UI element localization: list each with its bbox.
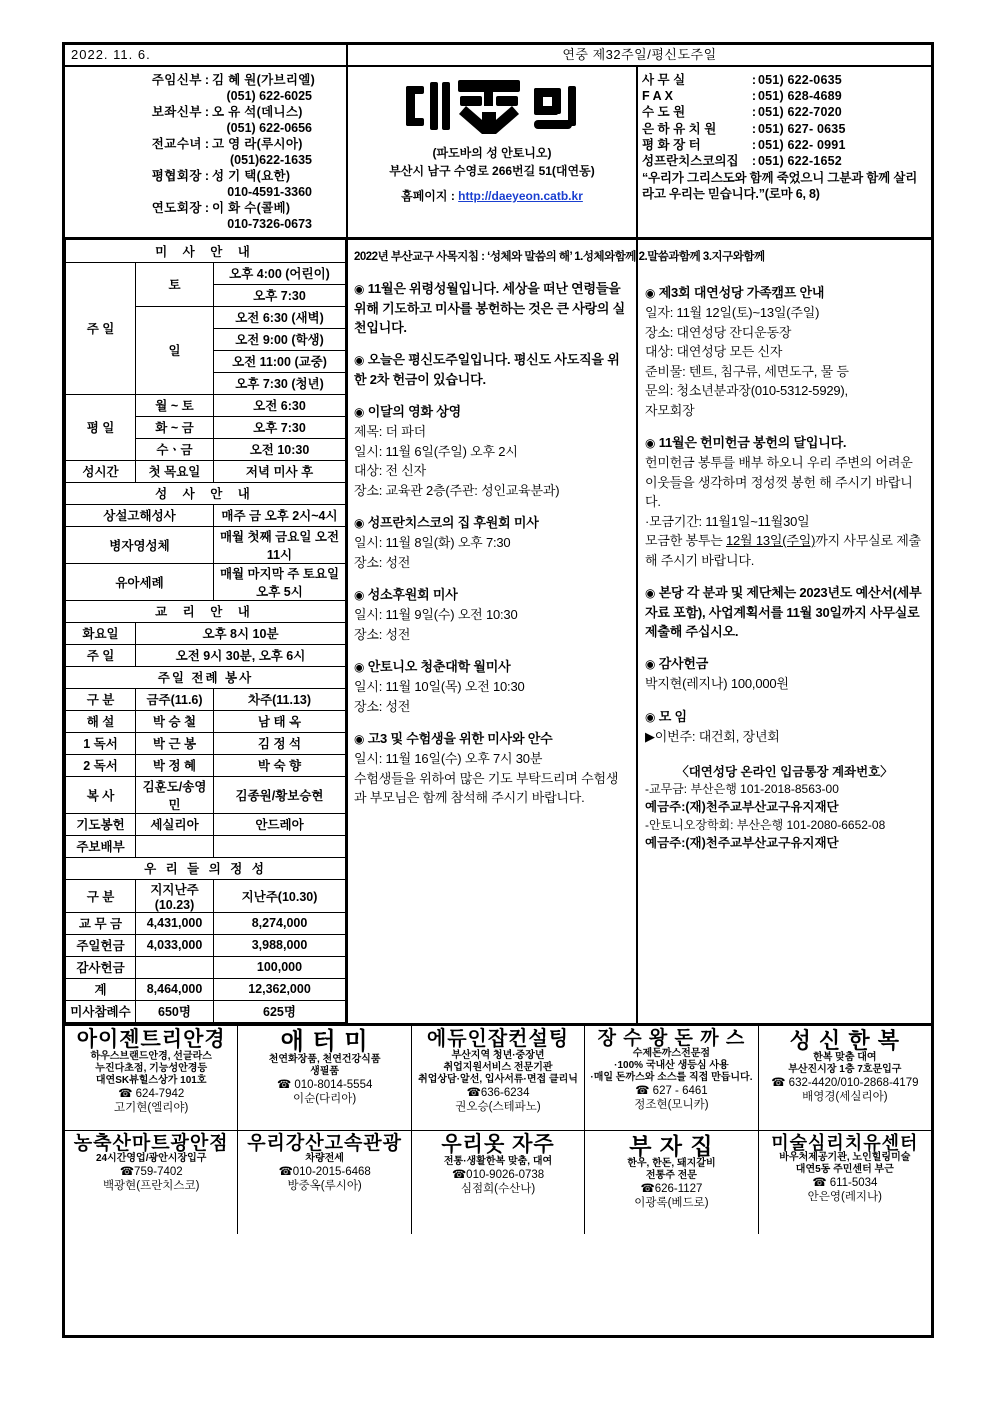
ad-contact-person: 백광현(프란치스코) <box>102 1180 200 1193</box>
ad-phone: ☎010-9026-0738 <box>451 1168 545 1181</box>
mass-time: 오전 6:30 <box>214 394 346 416</box>
notice-list-middle <box>354 240 630 808</box>
staff-role: 주임신부 <box>151 73 202 87</box>
notice-line: 자모회장 <box>645 402 695 418</box>
bullet-icon: ◉ <box>645 286 656 300</box>
colon: : <box>751 89 757 104</box>
staff-entry <box>69 72 342 104</box>
office-tel: 051) 622-0635 <box>758 73 842 87</box>
mass-day: 일 <box>136 306 214 394</box>
office-tel: 051) 627- 0635 <box>758 121 846 136</box>
mass-time: 오후 4:00 (어린이) <box>214 262 346 284</box>
liturgy-this-week: 박 근 봉 <box>136 732 214 754</box>
bullet-icon: ◉ <box>354 732 365 746</box>
sunday-title: 연중 제32주일/평신도주일 <box>562 47 717 62</box>
notice-line: 장소: 교육관 2층(주관: 성인교육분과) <box>354 482 560 498</box>
liturgy-this-week <box>136 835 214 857</box>
mass-time: 오후 7:30 (청년) <box>214 372 346 394</box>
ad-card[interactable] <box>585 1026 758 1130</box>
offerings-prev1: 3,988,000 <box>214 934 346 956</box>
notice-title: ◉ 감사헌금 <box>645 656 709 671</box>
bullet-icon: ◉ <box>354 516 365 530</box>
parish-identity-block <box>348 67 638 237</box>
offerings-prev2: 4,431,000 <box>136 912 214 934</box>
colon: : <box>751 154 757 169</box>
ad-contact-person: 이광록(베드로) <box>634 1196 709 1209</box>
section-title-mass: 미 사 안 내 <box>66 240 346 262</box>
notice-line: 박지현(레지나) 100,000원 <box>645 676 789 691</box>
notice-line: 일시: 11월 6일(주일) 오후 2시 <box>354 443 518 459</box>
notice-line: 일시: 11월 16일(수) 오후 7시 30분 <box>354 751 543 766</box>
bullet-icon: ◉ <box>354 405 365 419</box>
diocese-motto: 2022년 부산교구 사목지침 : ‘성체와 말씀의 해’ 1.성체와함께 2.말씀과함께 3.지구와함께 <box>354 251 765 263</box>
offerings-header: 구 분 <box>66 879 136 912</box>
ad-row <box>65 1130 931 1234</box>
sacrament-label: 상설고해성사 <box>66 504 214 526</box>
ad-card[interactable] <box>759 1130 931 1234</box>
liturgy-role: 주보배부 <box>66 835 136 857</box>
homepage-link[interactable]: http://daeyeon.catb.kr <box>458 189 583 203</box>
homepage-row <box>348 187 636 204</box>
staff-role: 전교수녀 <box>151 137 202 151</box>
offerings-label: 교 무 금 <box>66 912 136 934</box>
doctrine-value: 오후 8시 10분 <box>136 622 346 644</box>
staff-role: 연도회장 <box>151 201 202 215</box>
notice-title: ◉ 모 임 <box>645 708 687 724</box>
notice-line: 모금한 봉투는 12월 13일(주일)까지 사무실로 제출해 주시기 바랍니다. <box>645 533 921 568</box>
ad-contact-person: 배영경(세실리아) <box>802 1090 888 1103</box>
parish-staff-block <box>65 67 348 237</box>
office-row <box>642 121 928 137</box>
ad-business-name: 부 자 집 <box>629 1132 714 1159</box>
office-label: 사 무 실 <box>642 73 686 87</box>
header-bar <box>65 45 931 67</box>
offerings-header: 지난주(10.30) <box>214 879 346 912</box>
staff-tel: (051)622-1635 <box>229 153 312 167</box>
parish-logo <box>348 71 636 143</box>
notice-line: ▶이번주: 대건회, 장년회 <box>645 728 780 744</box>
offerings-prev1: 100,000 <box>214 956 346 978</box>
ad-phone: ☎ 611-5034 <box>812 1177 878 1190</box>
ad-phone: ☎759-7402 <box>119 1166 183 1179</box>
mass-day: 토 <box>136 262 214 306</box>
notice-line: 일시: 11월 9일(수) 오전 10:30 <box>354 607 518 622</box>
staff-entry <box>69 104 342 136</box>
liturgy-this-week: 김훈도/송영민 <box>136 776 214 813</box>
ad-description: 전통·생활한복 맞춤, 대여 <box>443 1155 553 1167</box>
section-title-offerings: 우 리 들 의 정 성 <box>66 857 346 879</box>
ad-description: 하우스브랜드안경, 선글라스 <box>90 1050 212 1062</box>
offerings-prev2: 8,464,000 <box>136 978 214 1000</box>
daeyeon-calligraphy-logo <box>392 72 592 142</box>
homepage-label: 홈페이지 : <box>401 189 455 203</box>
staff-tel: (051) 622-6025 <box>226 89 312 103</box>
main-content <box>65 240 931 1023</box>
doctrine-value: 오전 9시 30분, 오후 6시 <box>136 644 346 666</box>
offerings-prev2 <box>136 956 214 978</box>
office-label: F A X <box>642 89 674 104</box>
ad-phone: ☎ 632-4420/010-2868-4179 <box>771 1076 919 1089</box>
liturgy-next-week: 김 정 석 <box>214 732 346 754</box>
offerings-header: 지지난주(10.23) <box>136 879 214 912</box>
ad-card[interactable] <box>65 1130 238 1234</box>
notice-line: 일자: 11월 12일(토)~13일(주일) <box>645 305 820 320</box>
ad-card[interactable] <box>412 1130 585 1234</box>
ad-business-name: 농축산마트광안점 <box>73 1132 229 1154</box>
notice-title: ◉ 안토니오 청춘대학 월미사 <box>354 659 511 674</box>
ad-description: 취업상담·알선, 입사서류·면접 클리닉 <box>418 1073 578 1085</box>
notice-title: ◉ 이달의 영화 상영 <box>354 404 462 419</box>
office-tel: 051) 622-1652 <box>758 154 842 169</box>
notice-line: 제목: 더 파더 <box>354 424 427 439</box>
notice-line: 일시: 11월 10일(목) 오전 10:30 <box>354 679 525 694</box>
staff-tel: 010-7326-0673 <box>227 217 312 231</box>
offerings-prev1: 625명 <box>214 1000 346 1022</box>
ad-description: 수제돈까스전문점 <box>632 1048 711 1060</box>
notice-title: ◉ 오늘은 평신도주일입니다. 평신도 사도직을 위한 2차 헌금이 있습니다. <box>354 352 620 387</box>
ad-description: 대연SK뷰힐스상가 101호 <box>95 1074 207 1086</box>
colon: : <box>204 105 210 119</box>
ad-contact-person: 심점희(수산나) <box>460 1182 536 1195</box>
ad-description: 한우, 한돈, 돼지갈비 <box>627 1157 716 1169</box>
bullet-icon: ◉ <box>645 657 656 671</box>
scripture-verse: “우리가 그리스도와 함께 죽었으니 그분과 함께 살리라고 우리는 믿습니다.”(로마 6, 8) <box>642 171 918 201</box>
liturgy-role: 해 설 <box>66 710 136 732</box>
ad-card[interactable] <box>585 1130 758 1234</box>
bulletin-page <box>62 42 934 1338</box>
ad-phone: ☎626-1127 <box>640 1182 703 1195</box>
liturgy-next-week: 남 태 옥 <box>214 710 346 732</box>
offerings-prev2: 4,033,000 <box>136 934 214 956</box>
mass-group: 주 일 <box>66 262 136 394</box>
colon: : <box>204 201 210 215</box>
ad-business-name: 우리옷 자주 <box>441 1132 555 1156</box>
sacrament-label: 병자영성체 <box>66 526 214 563</box>
ad-card[interactable] <box>238 1026 411 1130</box>
ad-description: 전통주 전문 <box>645 1169 697 1181</box>
schedule-column <box>65 240 348 1023</box>
staff-role: 보좌신부 <box>151 105 202 119</box>
mass-time: 오전 9:00 (학생) <box>214 328 346 350</box>
ad-phone: ☎010-2015-6468 <box>278 1166 371 1179</box>
colon: : <box>751 121 757 136</box>
offerings-label: 미사참례수 <box>66 1000 136 1022</box>
colon: : <box>751 105 757 120</box>
account-line: -교무금: 부산은행 101-2018-8563-00 <box>645 782 839 796</box>
ad-description: 대연5동 주민센터 부근 <box>795 1164 894 1176</box>
ad-row <box>65 1026 931 1130</box>
liturgy-role: 기도봉헌 <box>66 813 136 835</box>
ad-card[interactable] <box>238 1130 411 1234</box>
notice-line: 대상: 대연성당 모든 신자 <box>645 344 783 359</box>
ad-description: 바우처제공기관, 노인힐링미술 <box>779 1152 911 1164</box>
bullet-icon: ◉ <box>645 436 656 450</box>
ad-business-name: 에듀인잡컨설팅 <box>426 1027 570 1050</box>
mass-day: 화 ~ 금 <box>136 416 214 438</box>
bullet-icon: ◉ <box>645 709 656 724</box>
notice-title: ◉ 고3 및 수험생을 위한 미사와 안수 <box>354 731 553 746</box>
liturgy-role: 2 독서 <box>66 754 136 776</box>
bullet-icon: ◉ <box>645 586 656 600</box>
ad-phone: ☎636-6234 <box>466 1086 530 1099</box>
notice-title: ◉ 11월은 헌미헌금 봉헌의 달입니다. <box>645 435 847 450</box>
colon: : <box>204 169 210 183</box>
bullet-icon: ◉ <box>354 282 365 296</box>
notice-line: 수험생들을 위하여 많은 기도 부탁드리며 수험생과 부모님은 함께 참석해 주시기 바랍니다. <box>354 770 619 805</box>
notice-title: ◉ 본당 각 분과 및 제단체는 2023년도 예산서(세부자료 포함), 사업계획서를 11월 30일까지 사무실로 제출해 주십시오. <box>645 585 922 639</box>
colon: : <box>751 73 757 87</box>
ad-business-name: 우리강산고속관광 <box>247 1132 403 1154</box>
mass-time: 오전 6:30 (새벽) <box>214 306 346 328</box>
sacrament-label: 유아세례 <box>66 563 214 600</box>
mass-time: 오후 7:30 <box>214 416 346 438</box>
office-row <box>642 72 928 88</box>
offerings-label: 주일헌금 <box>66 934 136 956</box>
ad-business-name: 장 수 왕 돈 까 스 <box>597 1027 746 1049</box>
office-tel: 051) 622-7020 <box>758 105 842 120</box>
liturgy-next-week: 안드레아 <box>214 813 346 835</box>
liturgy-this-week: 세실리아 <box>136 813 214 835</box>
notices-column-middle <box>348 240 638 1023</box>
mass-time: 저녁 미사 후 <box>214 460 346 482</box>
account-line: -안토니오장학회: 부산은행 101-2080-6652-08 <box>645 818 886 832</box>
office-row <box>642 88 928 104</box>
liturgy-this-week: 박 정 혜 <box>136 754 214 776</box>
ad-description: 누진다초점, 기능성안경등 <box>95 1062 208 1074</box>
sacrament-value: 매월 첫째 금요일 오전 11시 <box>214 526 346 563</box>
ad-contact-person: 권오승(스테파노) <box>455 1100 541 1113</box>
parish-address: 부산시 남구 수영로 266번길 51(대연동) <box>389 164 595 178</box>
liturgy-this-week: 박 승 철 <box>136 710 214 732</box>
notice-line: 헌미헌금 봉투를 배부 하오니 우리 주변의 어려운 이웃들을 생각하며 정성껏 봉헌 해 주시기 바랍니다. <box>645 455 913 509</box>
liturgy-next-week: 김종원/황보승현 <box>214 776 346 813</box>
office-tel: 051) 628-4689 <box>758 89 842 104</box>
ad-business-name: 성 신 한 복 <box>789 1027 900 1053</box>
offerings-prev2: 650명 <box>136 1000 214 1022</box>
account-box-title: 〈대연성당 온라인 입금통장 계좌번호〉 <box>676 765 893 779</box>
colon: : <box>204 73 210 87</box>
notice-list-right <box>645 240 924 746</box>
staff-entry <box>69 168 342 200</box>
office-label: 평 화 장 터 <box>642 137 701 152</box>
notice-line: 장소: 성전 <box>354 626 411 642</box>
ad-description: 한복 맞춤 대여 <box>813 1051 877 1063</box>
header-body <box>65 67 931 240</box>
sacrament-value: 매월 마지막 주 토요일 오후 5시 <box>214 563 346 600</box>
ad-contact-person: 방중옥(루시아) <box>287 1180 362 1193</box>
notice-title: ◉ 11월은 위령성월입니다. 세상을 떠난 연령들을 위해 기도하고 미사를 봉헌하는 것은 큰 사랑의 실천입니다. <box>354 281 626 335</box>
section-title-doctrine: 교 리 안 내 <box>66 600 346 622</box>
ad-description: 부산지역 청년·중장년 <box>451 1049 545 1061</box>
mass-day: 수ㆍ금 <box>136 438 214 460</box>
office-row <box>642 137 928 153</box>
notice-title: ◉ 성프란치스코의 집 후원회 미사 <box>354 515 539 530</box>
account-line: 예금주:(재)천주교부산교구유지재단 <box>645 836 839 850</box>
liturgy-next-week <box>214 835 346 857</box>
liturgy-role: 복 사 <box>66 776 136 813</box>
section-title-sacrament: 성 사 안 내 <box>66 482 346 504</box>
notice-line: 대상: 전 신자 <box>354 463 427 478</box>
staff-role: 평협회장 <box>151 169 202 183</box>
mass-time: 오후 7:30 <box>214 284 346 306</box>
ad-description: 차량전세 <box>305 1153 344 1165</box>
mass-group: 평 일 <box>66 394 136 460</box>
patron-saint: (파도바의 성 안토니오) <box>432 146 552 160</box>
office-label: 수 도 원 <box>642 105 686 120</box>
ad-description: 생필품 <box>310 1065 340 1077</box>
notice-line: 장소: 대연성당 잔디운동장 <box>645 324 792 340</box>
ad-card[interactable] <box>65 1026 238 1130</box>
staff-name: 성 기 택(요한) <box>212 169 291 183</box>
account-line: 예금주:(재)천주교부산교구유지재단 <box>645 800 839 814</box>
mass-guide-table <box>65 240 346 1023</box>
ad-phone: ☎ 010-8014-5554 <box>276 1078 373 1091</box>
staff-entry <box>69 136 342 168</box>
ad-contact-person: 안은영(레지나) <box>807 1191 882 1204</box>
advertisement-section <box>65 1023 931 1234</box>
ad-description: 24시간영업/광안시장입구 <box>95 1153 207 1165</box>
ad-business-name: 미술심리치유센터 <box>771 1132 919 1153</box>
ad-business-name: 애 터 미 <box>280 1027 369 1055</box>
ad-description: 취업지원서비스 전문기관 <box>443 1061 553 1073</box>
ad-description: ·매일 돈까스와 소스를 직접 만듭니다. <box>590 1072 753 1084</box>
mass-day: 첫 목요일 <box>136 460 214 482</box>
ad-description: ·100% 국내산 생등심 사용 <box>614 1060 729 1072</box>
colon: : <box>204 137 210 151</box>
sacrament-value: 매주 금 오후 2시~4시 <box>214 504 346 526</box>
doctrine-label: 화요일 <box>66 622 136 644</box>
liturgy-header: 차주(11.13) <box>214 688 346 710</box>
bullet-icon: ◉ <box>354 660 365 674</box>
liturgy-header: 구 분 <box>66 688 136 710</box>
liturgy-next-week: 박 숙 향 <box>214 754 346 776</box>
office-row <box>642 153 928 169</box>
liturgy-header: 금주(11.6) <box>136 688 214 710</box>
notice-line: ·모금기간: 11월1일~11월30일 <box>645 513 810 529</box>
offerings-label: 감사헌금 <box>66 956 136 978</box>
office-tel: 051) 622- 0991 <box>758 137 846 152</box>
notice-title: ◉ 성소후원회 미사 <box>354 587 458 602</box>
ad-phone: ☎ 624-7942 <box>118 1087 185 1100</box>
ad-description: 부산진시장 1층 7호문입구 <box>788 1063 902 1075</box>
ad-contact-person: 이순(다리아) <box>293 1092 357 1105</box>
notices-column-right <box>638 240 931 1023</box>
mass-time: 오전 10:30 <box>214 438 346 460</box>
ad-contact-person: 고기현(엘리야) <box>114 1101 189 1114</box>
notice-line: 문의: 청소년분과장(010-5312-5929), <box>645 383 848 398</box>
staff-entry <box>69 200 342 232</box>
colon: : <box>751 137 757 152</box>
ad-contact-person: 정조현(모니카) <box>634 1099 709 1112</box>
ad-phone: ☎ 627 - 6461 <box>635 1085 708 1098</box>
staff-tel: 010-4591-3360 <box>227 185 312 199</box>
office-contacts-block <box>638 67 931 237</box>
section-title-liturgy: 주일 전례 봉사 <box>66 666 346 688</box>
mass-group: 성시간 <box>66 460 136 482</box>
office-label: 은 하 유 치 원 <box>642 121 717 136</box>
notice-line: 일시: 11월 8일(화) 오후 7:30 <box>354 535 511 550</box>
office-row <box>642 104 928 120</box>
bullet-icon: ◉ <box>354 353 365 367</box>
mass-time: 오전 11:00 (교중) <box>214 350 346 372</box>
notice-title: ◉ 제3회 대연성당 가족캠프 안내 <box>645 285 825 300</box>
offerings-prev1: 8,274,000 <box>214 912 346 934</box>
offerings-prev1: 12,362,000 <box>214 978 346 1000</box>
doctrine-label: 주 일 <box>66 644 136 666</box>
staff-name: 고 영 라(루시아) <box>212 137 303 151</box>
notice-line: 장소: 성전 <box>354 698 411 714</box>
notice-line: 장소: 성전 <box>354 554 411 570</box>
liturgy-role: 1 독서 <box>66 732 136 754</box>
staff-name: 이 화 수(콜베) <box>212 201 291 215</box>
staff-name: 김 혜 원(가브리엘) <box>212 73 316 87</box>
staff-name: 오 유 석(데니스) <box>212 105 303 119</box>
office-label: 성프란치스코의집 <box>642 154 739 169</box>
offerings-label: 계 <box>66 978 136 1000</box>
staff-tel: (051) 622-0656 <box>226 121 312 135</box>
ad-description: 천연화장품, 천연건강식품 <box>268 1053 381 1065</box>
ad-card[interactable] <box>412 1026 585 1130</box>
bullet-icon: ◉ <box>354 588 365 602</box>
notice-line: 준비물: 텐트, 침구류, 세면도구, 물 등 <box>645 363 849 379</box>
mass-day: 월 ~ 토 <box>136 394 214 416</box>
bulletin-date: 2022. 11. 6. <box>65 45 348 65</box>
ad-card[interactable] <box>759 1026 931 1130</box>
ad-business-name: 아이젠트리안경 <box>76 1027 226 1051</box>
